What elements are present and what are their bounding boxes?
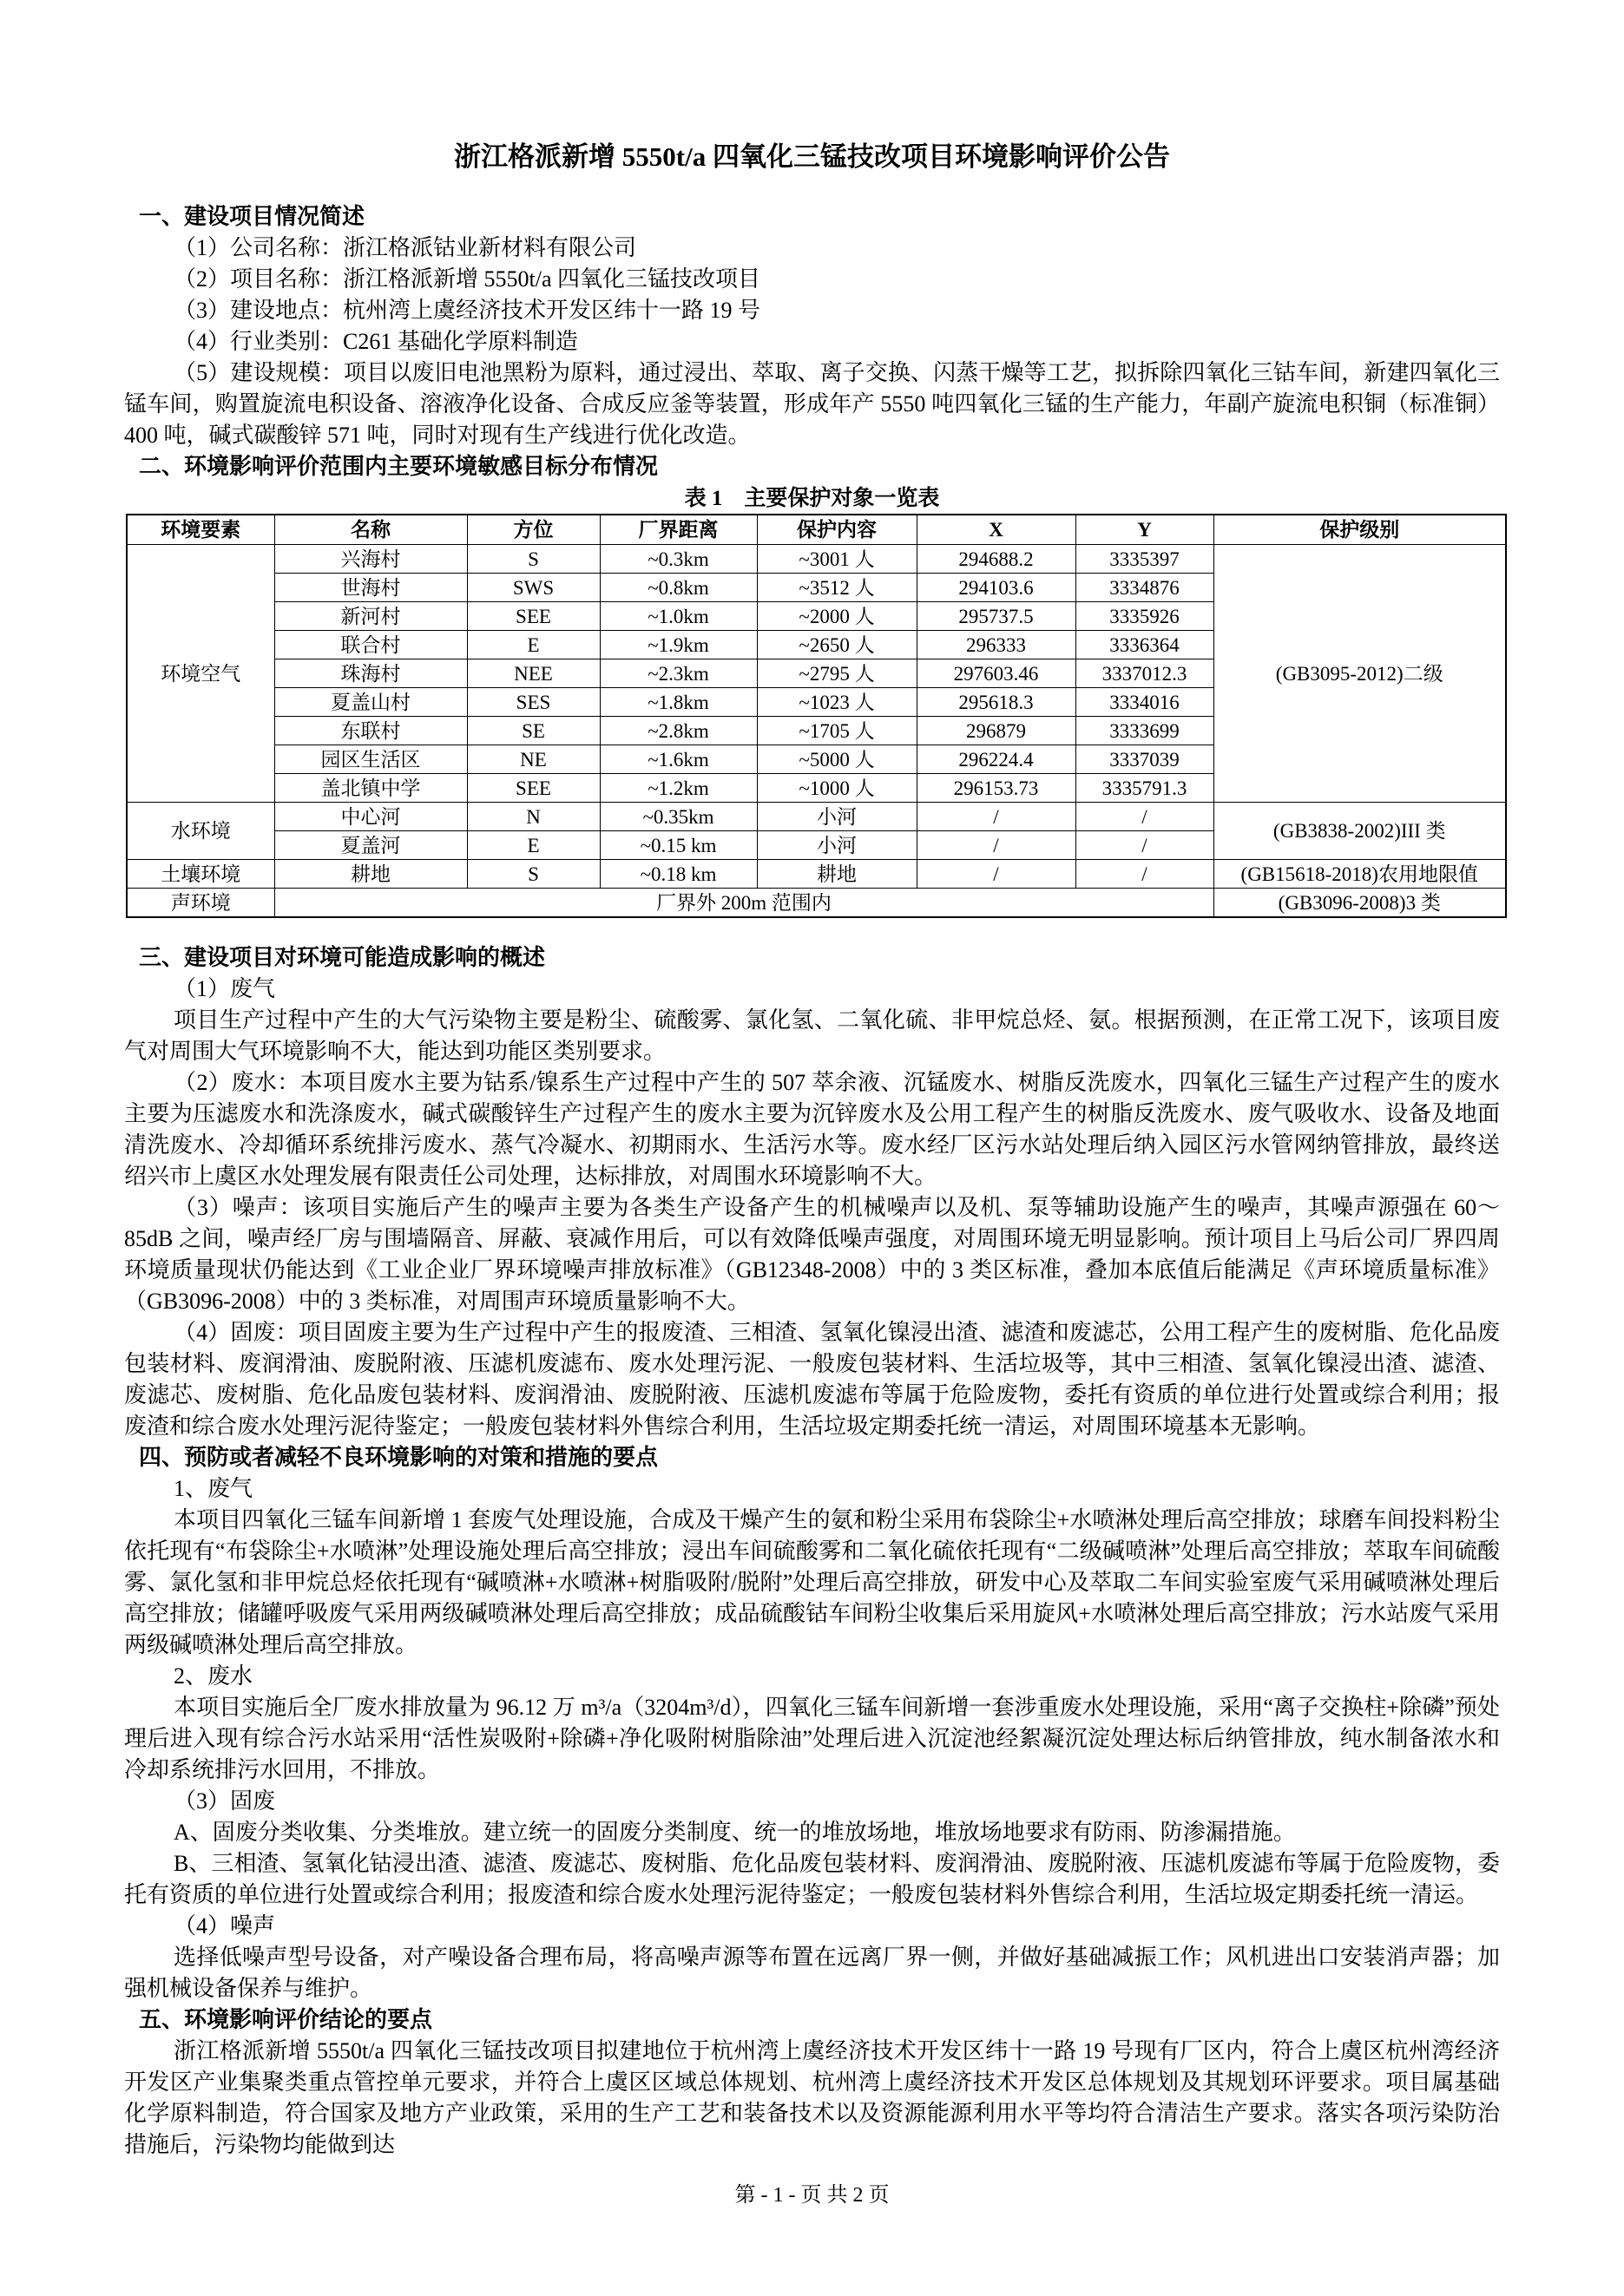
waste-gas-paragraph: 项目生产过程中产生的大气污染物主要是粉尘、硫酸雾、氯化氢、二氧化硫、非甲烷总烃、氨。根据预测，在正常工况下，该项目废气对周围大气环境影响不大，能达到功能区类别要求。: [124, 1007, 1500, 1064]
x-cell: /: [917, 803, 1075, 831]
content-cell: ~3001 人: [757, 545, 917, 574]
name-cell: 兴海村: [274, 545, 467, 574]
name-cell: 夏盖山村: [274, 688, 467, 717]
x-cell: 294103.6: [917, 574, 1075, 602]
content-cell: ~1000 人: [757, 774, 917, 803]
content-cell: ~3512 人: [757, 574, 917, 602]
y-cell: /: [1075, 803, 1213, 831]
page-footer: 第 - 1 - 页 共 2 页: [734, 2184, 890, 2207]
name-cell: 中心河: [274, 803, 467, 831]
distance-cell: ~1.2km: [600, 774, 757, 803]
distance-cell: ~0.18 km: [600, 860, 757, 889]
y-cell: /: [1075, 860, 1213, 889]
distance-cell: ~0.8km: [600, 574, 757, 602]
name-cell: 新河村: [274, 602, 467, 631]
x-cell: /: [917, 860, 1075, 889]
name-cell: 夏盖河: [274, 831, 467, 860]
section-2-heading: 二、环境影响评价范围内主要环境敏感目标分布情况: [139, 454, 659, 479]
content-cell: ~2000 人: [757, 602, 917, 631]
distance-cell: ~2.8km: [600, 717, 757, 745]
measures-solid-item-b: B、三相渣、氢氧化钴浸出渣、滤渣、废滤芯、废树脂、危化品废包装材料、废润滑油、废脱附液、压滤机废滤布等属于危险废物，委托有资质的单位进行处置或综合利用；报废渣和综合废水处理污泥待鉴定；一般废包装材料外售综合利用，生活垃圾定期委托统一清运。: [124, 1851, 1500, 1907]
y-cell: 3335926: [1075, 602, 1213, 631]
direction-cell: N: [467, 803, 600, 831]
distance-cell: ~0.35km: [600, 803, 757, 831]
env-element-cell: 声环境: [127, 889, 274, 918]
measures-water-label: 2、废水: [174, 1663, 253, 1689]
solid-waste-paragraph: （4）固废：项目固废主要为生产过程中产生的报废渣、三相渣、氢氧化镍浸出渣、滤渣和废滤芯，公用工程产生的废树脂、危化品废包装材料、废润滑油、废脱附液、压滤机废滤布、废水处理污泥、一般废包装材料、生活垃圾等，其中三相渣、氢氧化镍浸出渣、滤渣、废滤芯、废树脂、危化品废包装材料、废润滑油、废脱附液、压滤机废滤布等属于危险废物，委托有资质的单位进行处置或综合利用；报废渣和综合废水处理污泥待鉴定；一般废包装材料外售综合利用，生活垃圾定期委托统一清运，对周围环境基本无影响。: [124, 1320, 1500, 1439]
y-cell: 3336364: [1075, 631, 1213, 659]
content-cell: 小河: [757, 831, 917, 860]
noise-paragraph: （3）噪声：该项目实施后产生的噪声主要为各类生产设备产生的机械噪声以及机、泵等辅助设施产生的噪声，其噪声源强在 60～85dB 之间，噪声经厂房与围墙隔音、屏蔽、衰减作用后，可以有效降低噪声强度，对周围环境无明显影响。预计项目上马后公司厂界四周环境质量现状仍能达到《工业企业厂界环境噪声排放标准》（GB12348-2008）中的 3 类区标准，叠加本底值后能满足《声环境质量标准》（GB3096-2008）中的 3 类标准，对周围声环境质量影响不大。: [124, 1195, 1500, 1314]
y-cell: 3335397: [1075, 545, 1213, 574]
x-cell: 296333: [917, 631, 1075, 659]
conclusion-paragraph: 浙江格派新增 5550t/a 四氧化三锰技改项目拟建地位于杭州湾上虞经济技术开发区纬十一路 19 号现有厂区内，符合上虞区杭州湾经济开发区产业集聚类重点管控单元要求，并符合上虞区区域总体规划、杭州湾上虞经济技术开发区总体规划及其规划环评要求。项目属基础化学原料制造，符合国家及地方产业政策，采用的生产工艺和装备技术以及资源能源利用水平等均符合清洁生产要求。落实各项污染防治措施后，污染物均能做到达: [124, 2038, 1500, 2157]
noise-range-cell: 厂界外 200m 范围内: [274, 889, 1213, 918]
protection-targets-table: [126, 514, 1507, 918]
x-cell: 297603.46: [917, 659, 1075, 688]
company-name-item: （1）公司名称：浙江格派钴业新材料有限公司: [174, 235, 637, 260]
direction-cell: NE: [467, 745, 600, 774]
measures-solid-label: （3）固废: [174, 1788, 276, 1814]
header-distance: 厂界距离: [600, 515, 757, 545]
y-cell: 3333699: [1075, 717, 1213, 745]
measures-noise-label: （4）噪声: [174, 1913, 276, 1938]
protection-level-cell: (GB3838-2002)III 类: [1213, 803, 1506, 860]
table-row: [127, 545, 1506, 574]
construction-scale-paragraph: （5）建设规模：项目以废旧电池黑粉为原料，通过浸出、萃取、离子交换、闪蒸干燥等工艺，拟拆除四氧化三钴车间，新建四氧化三锰车间，购置旋流电积设备、溶液净化设备、合成反应釜等装置，形成年产 5550 吨四氧化三锰的生产能力，年副产旋流电积铜（标准铜）400 吨，碱式碳酸锌 571 吨，同时对现有生产线进行优化改造。: [124, 360, 1500, 448]
name-cell: 联合村: [274, 631, 467, 659]
header-protection-level: 保护级别: [1213, 515, 1506, 545]
direction-cell: NEE: [467, 659, 600, 688]
industry-category-item: （4）行业类别：C261 基础化学原料制造: [174, 329, 578, 354]
header-name: 名称: [274, 515, 467, 545]
distance-cell: ~2.3km: [600, 659, 757, 688]
name-cell: 耕地: [274, 860, 467, 889]
direction-cell: SEE: [467, 774, 600, 803]
section-4-heading: 四、预防或者减轻不良环境影响的对策和措施的要点: [139, 1445, 659, 1470]
direction-cell: SWS: [467, 574, 600, 602]
name-cell: 盖北镇中学: [274, 774, 467, 803]
table-caption: 表 1 主要保护对象一览表: [684, 487, 940, 510]
content-cell: 小河: [757, 803, 917, 831]
x-cell: 296879: [917, 717, 1075, 745]
direction-cell: E: [467, 631, 600, 659]
measures-solid-item-a: A、固废分类收集、分类堆放。建立统一的固废分类制度、统一的堆放场地，堆放场地要求有防雨、防渗漏措施。: [174, 1820, 1296, 1845]
content-cell: 耕地: [757, 860, 917, 889]
protection-level-cell: (GB15618-2018)农用地限值: [1213, 860, 1506, 889]
name-cell: 东联村: [274, 717, 467, 745]
x-cell: 295618.3: [917, 688, 1075, 717]
distance-cell: ~0.3km: [600, 545, 757, 574]
y-cell: 3337012.3: [1075, 659, 1213, 688]
y-cell: 3334016: [1075, 688, 1213, 717]
content-cell: ~5000 人: [757, 745, 917, 774]
table-row: [127, 889, 1506, 918]
direction-cell: SES: [467, 688, 600, 717]
measures-gas-label: 1、废气: [174, 1476, 253, 1501]
direction-cell: SE: [467, 717, 600, 745]
waste-water-paragraph: （2）废水：本项目废水主要为钴系/镍系生产过程中产生的 507 萃余液、沉锰废水、树脂反洗废水，四氧化三锰生产过程产生的废水主要为压滤废水和洗涤废水，碱式碳酸锌生产过程产生的废水主要为沉锌废水及公用工程产生的树脂反洗废水、废气吸收水、设备及地面清洗废水、冷却循环系统排污废水、蒸气冷凝水、初期雨水、生活污水等。废水经厂区污水站处理后纳入园区污水管网纳管排放，最终送绍兴市上虞区水处理发展有限责任公司处理，达标排放，对周围水环境影响不大。: [124, 1070, 1500, 1189]
x-cell: /: [917, 831, 1075, 860]
x-cell: 295737.5: [917, 602, 1075, 631]
header-y: Y: [1075, 515, 1213, 545]
name-cell: 世海村: [274, 574, 467, 602]
distance-cell: ~1.0km: [600, 602, 757, 631]
table-row: [127, 860, 1506, 889]
table-header-row: [127, 515, 1506, 545]
env-element-cell: 土壤环境: [127, 860, 274, 889]
table-row: [127, 803, 1506, 831]
measures-noise-paragraph: 选择低噪声型号设备，对产噪设备合理布局，将高噪声源等布置在远离厂界一侧，并做好基础减振工作；风机进出口安装消声器；加强机械设备保养与维护。: [124, 1945, 1500, 2001]
distance-cell: ~0.15 km: [600, 831, 757, 860]
protection-level-cell: (GB3096-2008)3 类: [1213, 889, 1506, 918]
page-title: 浙江格派新增 5550t/a 四氧化三锰技改项目环境影响评价公告: [454, 141, 1170, 172]
y-cell: 3335791.3: [1075, 774, 1213, 803]
content-cell: ~2650 人: [757, 631, 917, 659]
construction-site-item: （3）建设地点：杭州湾上虞经济技术开发区纬十一路 19 号: [174, 298, 761, 323]
x-cell: 296153.73: [917, 774, 1075, 803]
direction-cell: E: [467, 831, 600, 860]
header-content: 保护内容: [757, 515, 917, 545]
x-cell: 294688.2: [917, 545, 1075, 574]
protection-level-cell: (GB3095-2012)二级: [1213, 545, 1506, 803]
project-name-item: （2）项目名称：浙江格派新增 5550t/a 四氧化三锰技改项目: [174, 266, 760, 292]
name-cell: 园区生活区: [274, 745, 467, 774]
name-cell: 珠海村: [274, 659, 467, 688]
distance-cell: ~1.8km: [600, 688, 757, 717]
section-1-heading: 一、建设项目情况简述: [139, 204, 365, 229]
content-cell: ~1705 人: [757, 717, 917, 745]
y-cell: 3334876: [1075, 574, 1213, 602]
section-5-heading: 五、环境影响评价结论的要点: [139, 2007, 433, 2032]
distance-cell: ~1.6km: [600, 745, 757, 774]
measures-gas-paragraph: 本项目四氧化三锰车间新增 1 套废气处理设施，合成及干燥产生的氨和粉尘采用布袋除尘+水喷淋处理后高空排放；球磨车间投料粉尘依托现有“布袋除尘+水喷淋”处理设施处理后高空排放；浸出车间硫酸雾和二氧化硫依托现有“二级碱喷淋”处理后高空排放；萃取车间硫酸雾、氯化氢和非甲烷总烃依托现有“碱喷淋+水喷淋+树脂吸附/脱附”处理后高空排放，研发中心及萃取二车间实验室废气采用碱喷淋处理后高空排放；储罐呼吸废气采用两级碱喷淋处理后高空排放；成品硫酸钴车间粉尘收集后采用旋风+水喷淋处理后高空排放；污水站废气采用两级碱喷淋处理后高空排放。: [124, 1507, 1500, 1657]
distance-cell: ~1.9km: [600, 631, 757, 659]
waste-gas-label: （1）废气: [174, 976, 276, 1001]
direction-cell: S: [467, 860, 600, 889]
direction-cell: SEE: [467, 602, 600, 631]
section-3-heading: 三、建设项目对环境可能造成影响的概述: [139, 945, 546, 970]
env-element-cell: 环境空气: [127, 545, 274, 803]
content-cell: ~2795 人: [757, 659, 917, 688]
y-cell: 3337039: [1075, 745, 1213, 774]
env-element-cell: 水环境: [127, 803, 274, 860]
header-x: X: [917, 515, 1075, 545]
direction-cell: S: [467, 545, 600, 574]
y-cell: /: [1075, 831, 1213, 860]
x-cell: 296224.4: [917, 745, 1075, 774]
header-env-element: 环境要素: [127, 515, 274, 545]
measures-water-paragraph: 本项目实施后全厂废水排放量为 96.12 万 m³/a（3204m³/d），四氧化三锰车间新增一套涉重废水处理设施，采用“离子交换柱+除磷”预处理后进入现有综合污水站采用“活性炭吸附+除磷+净化吸附树脂除油”处理后进入沉淀池经絮凝沉淀处理达标后纳管排放，纯水制备浓水和冷却系统排污水回用，不排放。: [124, 1695, 1500, 1782]
content-cell: ~1023 人: [757, 688, 917, 717]
header-direction: 方位: [467, 515, 600, 545]
